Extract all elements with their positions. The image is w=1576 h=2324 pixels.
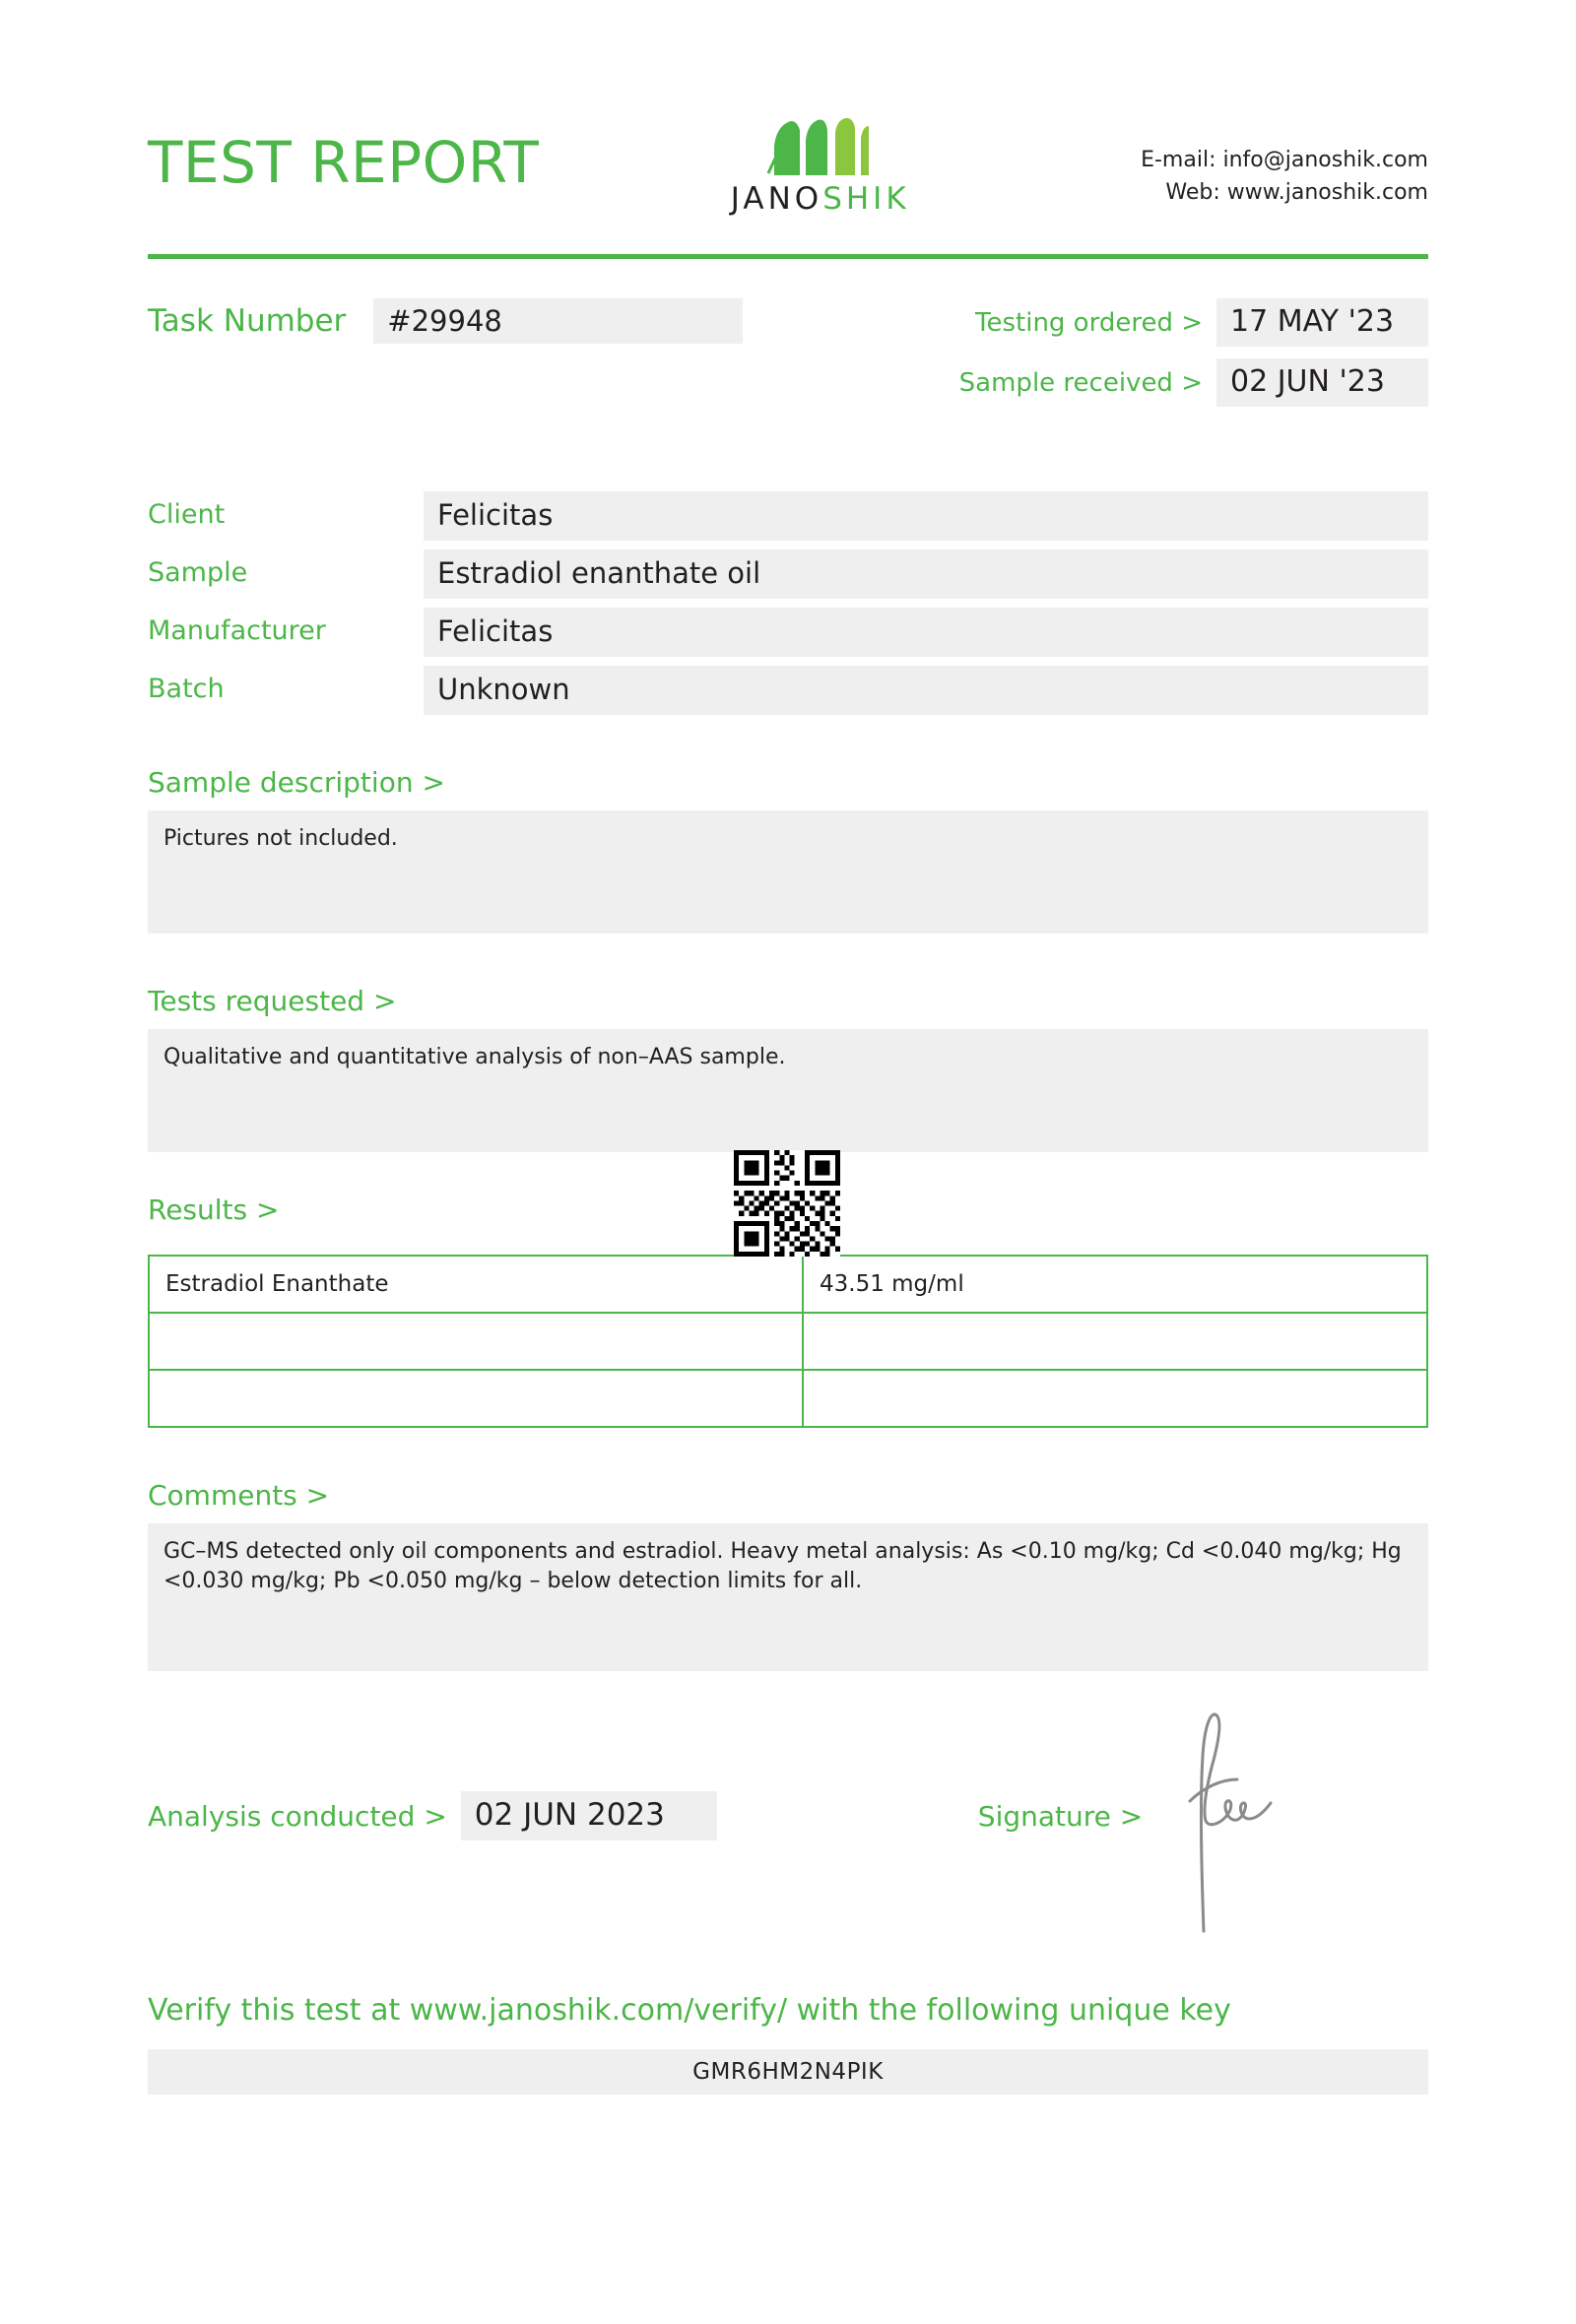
info-label-client: Client [148,499,226,530]
info-row-batch [148,666,1428,715]
results-header [148,1194,1428,1247]
analysis-conducted-label: Analysis conducted > [148,1799,447,1833]
task-and-dates [148,298,1428,419]
sample-info-table [148,491,1428,715]
sample-received-label: Sample received > [958,367,1203,398]
sample-received-value: 02 JUN '23 [1216,358,1428,407]
result-value [803,1313,1427,1370]
result-value [803,1370,1427,1427]
info-row-manufacturer [148,608,1428,657]
sample-description-text: Pictures not included. [164,826,398,851]
result-name [149,1370,803,1427]
result-value: 43.51 mg/ml [803,1256,1427,1313]
report-header [148,0,1428,217]
brand-logo [731,116,910,217]
task-number-value: #29948 [373,298,743,344]
contact-block [1141,144,1428,209]
dates-group [877,298,1428,419]
verify-text: Verify this test at www.janoshik.com/verify/ with the following unique key [148,1993,1231,2028]
table-row [149,1313,1427,1370]
comments-text: GC–MS detected only oil components and estradiol. Heavy metal analysis: As <0.10 mg/kg; Cd <0.040 mg/kg; Hg <0.030 mg/kg; Pb <0.050 mg/kg – below detection limits for all. [164,1539,1402,1593]
header-divider [148,254,1428,259]
tests-requested-text: Qualitative and quantitative analysis of non–AAS sample. [164,1045,786,1069]
info-value-batch: Unknown [424,666,1428,715]
comments-title: Comments > [148,1479,330,1512]
result-name: Estradiol Enanthate [149,1256,803,1313]
tests-requested-title: Tests requested > [148,985,397,1017]
comments-box [148,1523,1428,1671]
testing-ordered-label: Testing ordered > [975,307,1203,338]
tests-requested-box [148,1029,1428,1152]
signature-image [1170,1707,1279,1933]
task-number-group [148,298,743,344]
brand-word-green: SHIK [822,181,910,217]
results-title: Results > [148,1194,280,1226]
sample-received-row [877,358,1428,407]
info-label-sample: Sample [148,557,248,588]
info-label-manufacturer: Manufacturer [148,615,326,646]
analysis-conducted-value: 02 JUN 2023 [461,1791,717,1840]
signature-label: Signature > [977,1799,1144,1833]
table-row [149,1370,1427,1427]
table-row [149,1256,1427,1313]
brand-word-dark: JANO [730,181,823,217]
verify-key: GMR6HM2N4PIK [148,2049,1428,2095]
info-label-batch: Batch [148,674,225,704]
brand-wordmark [731,181,910,217]
analysis-row [148,1791,1428,1840]
info-value-manufacturer: Felicitas [424,608,1428,657]
janoshik-mark-icon [766,116,875,177]
contact-web: Web: www.janoshik.com [1165,180,1428,205]
testing-ordered-value: 17 MAY '23 [1216,298,1428,347]
info-row-sample [148,549,1428,599]
info-value-sample: Estradiol enanthate oil [424,549,1428,599]
sample-description-title: Sample description > [148,766,445,799]
sample-description-box [148,810,1428,934]
info-row-client [148,491,1428,541]
results-table [148,1255,1428,1428]
testing-ordered-row [877,298,1428,347]
signature-group [978,1800,1143,1833]
task-number-label: Task Number [148,303,347,339]
contact-email: E-mail: info@janoshik.com [1141,148,1428,172]
qr-code-icon [734,1150,840,1257]
result-name [149,1313,803,1370]
page-title: TEST REPORT [148,129,540,196]
info-value-client: Felicitas [424,491,1428,541]
